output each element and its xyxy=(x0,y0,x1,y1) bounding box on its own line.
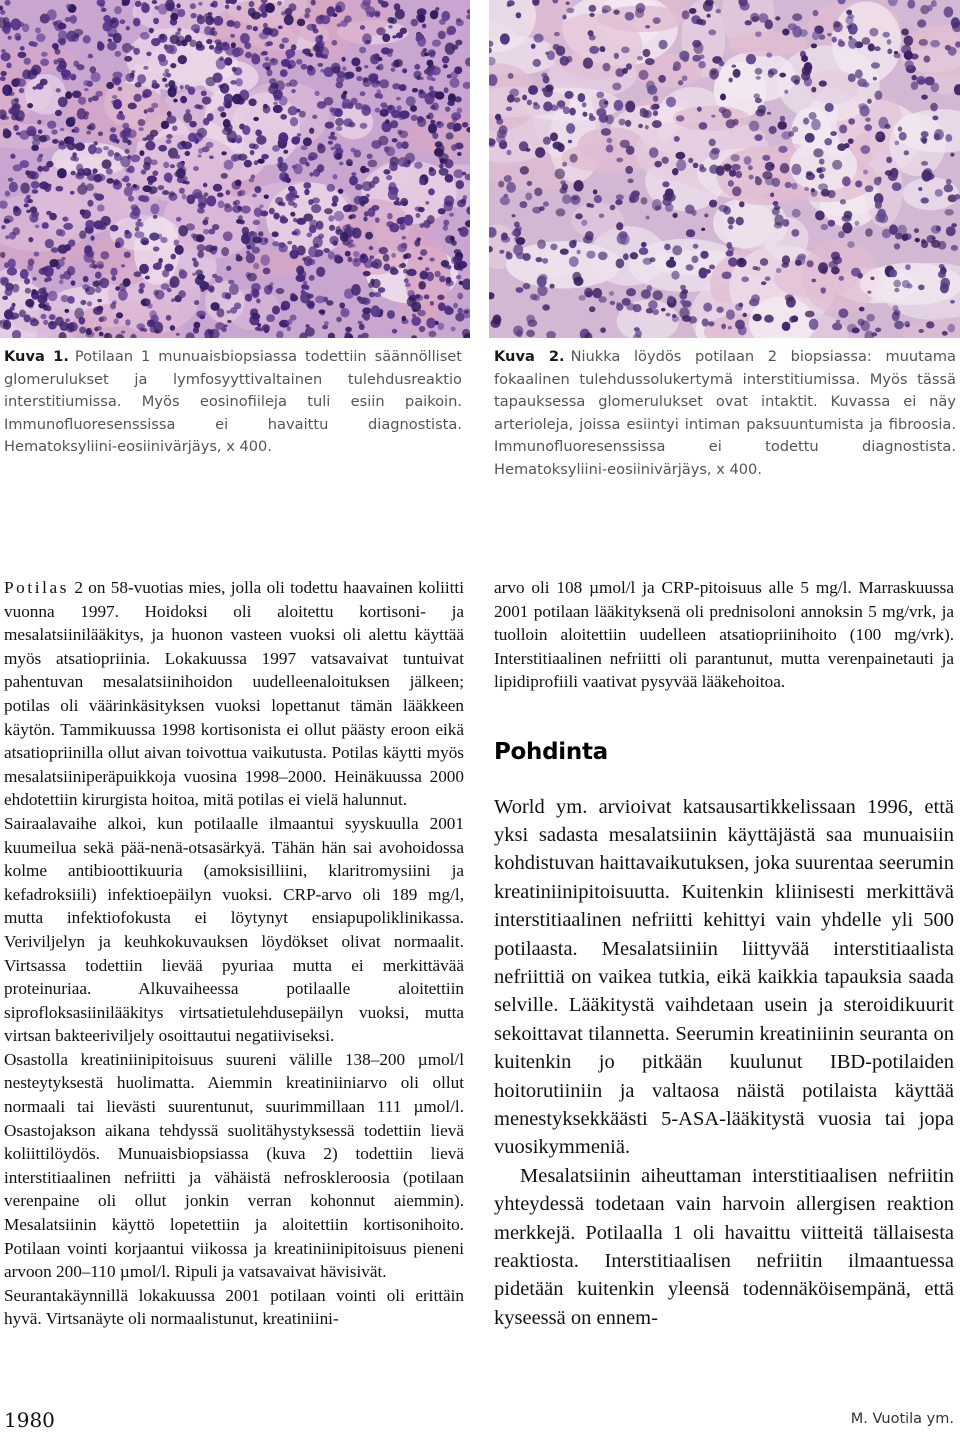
right-text-column xyxy=(494,576,954,1332)
discussion-paragraph-2: Mesalatsiinin aiheuttaman interstitiaalisen nefriitin yhteydessä todetaan vain harvoin allergisen reaktion merkkejä. Potilaalla 1 oli havaittu viitteitä tällaisesta reaktiosta. Interstitiaalisen nefriitin ilmaantuessa pidetään kuitenkin yleensä todennäköisempänä, että kyseessä on ennem- xyxy=(494,1164,954,1329)
figure-2-caption-text: Niukka löydös potilaan 2 biopsiassa: muutama fokaalinen tulehdussolukertymä interstitiumissa. Myös tässä tapauksessa glomerulukset ovat intaktit. Kuvassa ei näy arterioleja, joissa esiintyi intiman paksuuntumista ja fibroosia. Immunofluoresenssissa ei todettu diagnostista. Hematoksyliini-eosiinivärjäys, x 400. xyxy=(494,348,956,478)
section-heading: Pohdinta xyxy=(494,738,608,765)
case-2-text: 2 on 58-vuotias mies, jolla oli todettu haavainen koliitti vuonna 1997. Hoidoksi oli aloitettu kortisoni- ja mesalatsiinilääkitys, ja huonon vasteen vuoksi oli alettu käyttää myös atsatiopriinia. Lokakuussa 1997 vatsavaivat tuntuivat pahentuvan mesalatsiinihoidon uudelleenaloituksen jälkeen; potilas oli väärinkäsityksen vuoksi lopettanut tämän lääkkeen käytön. Tammikuussa 1998 kortisonista ei ollut päästy eroon eikä atsatiopriinilla ollut aivan toivottua vaikutusta. Potilas käytti myös mesalatsiiniperäpuikkoja vuosina 1998–2000. Heinäkuussa 2000 ehdotettiin kirurgista hoitoa, mitä potilas ei vielä halunnut. xyxy=(4,578,464,810)
figure-1-label: Kuva 1. xyxy=(4,348,69,365)
left-text-column xyxy=(4,576,464,1331)
lead-word: Potilas xyxy=(4,578,69,597)
discussion-paragraph-1: World ym. arvioivat katsausartikkelissaan 1996, että yksi sadasta mesalatsiinin käyttäjästä saa munuaisiin kohdistuvan haittavaikutuksen, joka suurentaa seerumin kreatiniinipitoisuutta. Kuitenkin kliinisesti merkittävä interstitiaalinen nefriitti kehittyi vain yhdelle yli 500 potilaasta. Mesalatsiiniin liittyvää interstitiaalista nefriittiä on vaikea tutkia, eikä kaikkia tapauksia saada selville. Lääkitystä vaihdetaan usein ja steroidikuurit sekoittavat tilannetta. Seerumin kreatiniinin seuranta on kuitenkin jo pitkään kuulunut IBD-potilaiden hoitorutiiniin ja valtaosa näistä potilaista käyttää menestyksekkäästi 5-ASA-lääkitystä vuosia tai jopa vuosikymmeniä. xyxy=(494,795,954,1159)
running-author: M. Vuotila ym. xyxy=(850,1411,954,1427)
figure-2-micrograph xyxy=(489,0,960,338)
figure-2-caption xyxy=(494,346,956,481)
followup-paragraph: Seurantakäynnillä lokakuussa 2001 potilaan vointi oli erittäin hyvä. Virtsanäyte oli normaalistunut, kreatiniini- xyxy=(4,1285,464,1329)
page-number: 1980 xyxy=(4,1408,55,1432)
hospital-phase-paragraph: Sairaalavaihe alkoi, kun potilaalle ilmaantui syyskuulla 2001 kuumeilua sekä pää-nenä-otsasärkyä. Tähän hän sai avohoidossa kolme antibioottikuuria (amoksisilliini, klaritromysiini ja kefadroksiili) infektioepäilyn vuoksi. CRP-arvo oli 189 mg/l, mutta infektiofokusta ei löytynyt ensiapupoliklinikassa. Veriviljelyn ja keuhkokuvauksen löydökset olivat normaalit. Virtsassa todettiin lievää pyuriaa mutta ei merkittävää proteinuriaa. Alkuvaiheessa potilaalle aloitettiin siprofloksasiinilääkitys virtsatietulehdusepäilyn vuoksi, mutta virtsan bakteeriviljely osoittautui negatiiviseksi. xyxy=(4,813,464,1046)
discussion-body xyxy=(494,793,954,1333)
followup-continued-paragraph: arvo oli 108 µmol/l ja CRP-pitoisuus alle 5 mg/l. Marraskuussa 2001 potilaan lääkityksenä oli prednisoloni annoksin 5 mg/vrk, ja tuolloin aloitettiin uudelleen atsatiopriinihoito (100 mg/vrk). Interstitiaalinen nefriitti oli parantunut, mutta verenpainetauti ja lipidiprofiili vaativat pysyvää lääkehoitoa. xyxy=(494,578,954,692)
ward-paragraph: Osastolla kreatiniinipitoisuus suureni välille 138–200 µmol/l nesteytyksestä huolimatta. Aiemmin kreatiniiniarvo oli ollut normaali tai lievästi suurentunut, suurimmillaan 111 µmol/l. Osastojakson aikana tehdyssä suolitähystyksessä todettiin lievä koliittilöydös. Munuaisbiopsiassa (kuva 2) todettiin lievä interstitiaalinen nefriitti ja vähäistä nefroskleroosia (potilaan verenpaine oli ollut jonkin verran kohonnut aiemmin). Mesalatsiinin käyttö lopetettiin ja aloitettiin kortisonihoito. Potilaan vointi korjaantui viikossa ja kreatiniinipitoisuus pieneni arvoon 200–110 µmol/l. Ripuli ja vatsavaivat hävisivät. xyxy=(4,1049,464,1282)
case-2-paragraph xyxy=(4,576,464,812)
figure-1-caption-text: Potilaan 1 munuaisbiopsiassa todettiin säännölliset glomerulukset ja lymfosyyttivaltainen tulehdusreaktio interstitiumissa. Myös eosinofiileja tuli esiin paikoin. Immunofluoresenssissa ei havaittu diagnostista. Hematoksyliini-eosiinivärjäys, x 400. xyxy=(4,348,462,455)
figure-1-micrograph xyxy=(0,0,470,338)
figure-2-label: Kuva 2. xyxy=(494,348,565,365)
figure-1-caption xyxy=(4,346,462,459)
